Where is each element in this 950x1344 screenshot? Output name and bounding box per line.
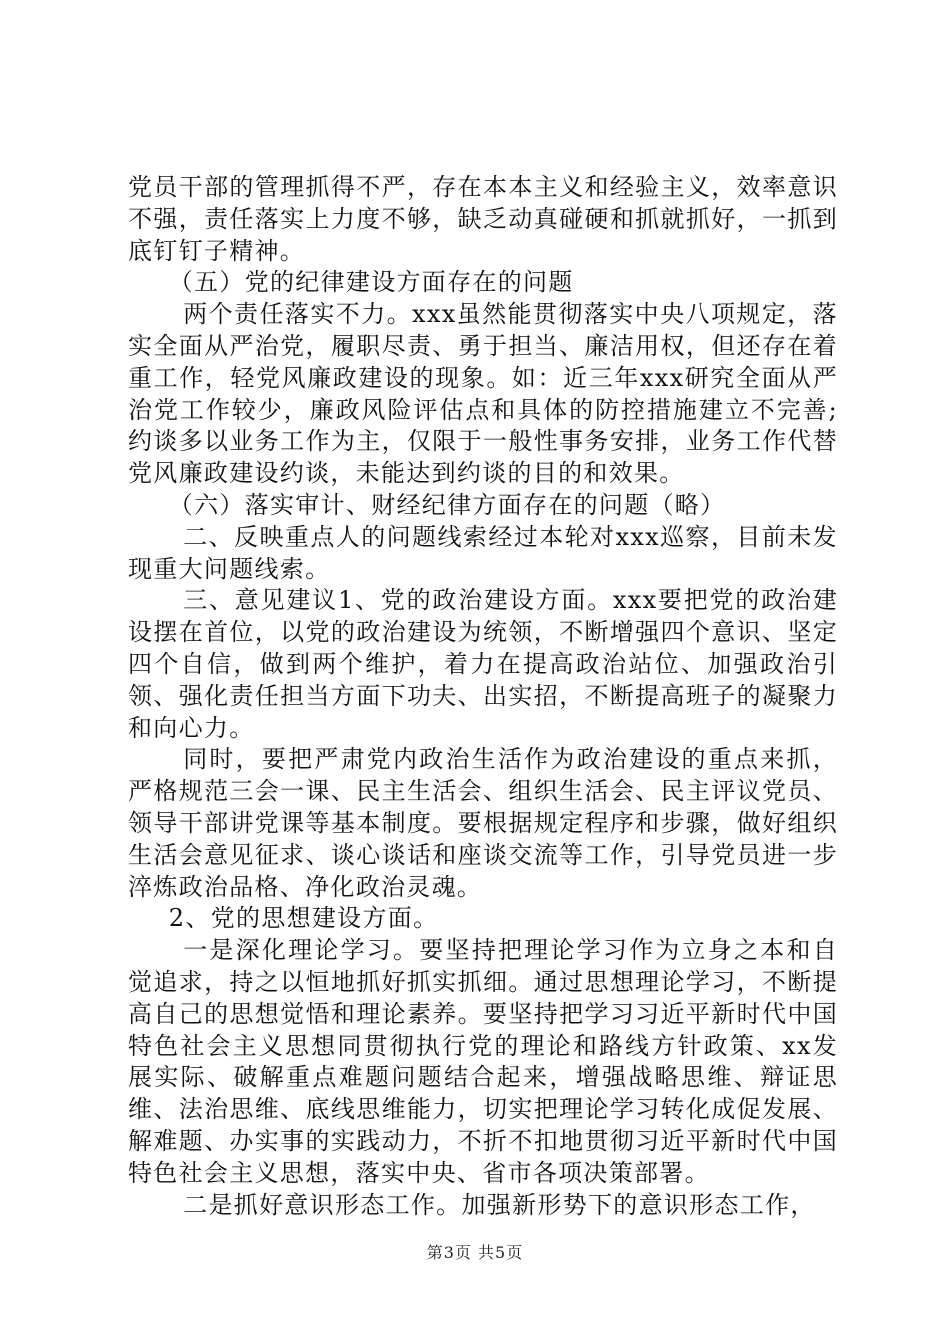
paragraph-theory-study: 一是深化理论学习。要坚持把理论学习作为立身之本和自觉追求，持之以恒地抓好抓实抓细。通过思想理论学习，不断提高自己的思想觉悟和理论素养。要坚持把学习习近平新时代中国特色社会主义思想同贯彻执行党的理论和路线方针政策、xx发展实际、破解重点难题问题结合起来，增强战略思维、辩证思维、法治思维、底线思维能力，切实把理论学习转化成促发展、解难题、办实事的实践动力，不折不扣地贯彻习近平新时代中国特色社会主义思想，落实中央、省市各项决策部署。 [128, 936, 838, 1187]
paragraph-suggestions: 三、意见建议1、党的政治建设方面。xxx要把党的政治建设摆在首位，以党的政治建设为统领，不断增强四个意识、坚定四个自信，做到两个维护，着力在提高政治站位、加强政治引领、强化责任担当方面下功夫、出实招，不断提高班子的凝聚力和向心力。 [128, 586, 838, 742]
paragraph-responsibility: 两个责任落实不力。xxx虽然能贯彻落实中央八项规定，落实全面从严治党，履职尽责、勇于担当、廉洁用权，但还存在着重工作，轻党风廉政建设的现象。如：近三年xxx研究全面从严治党工作较少，廉政风险评估点和具体的防控措施建立不完善;约谈多以业务工作为主，仅限于一般性事务安排，业务工作代替党风廉政建设约谈，未能达到约谈的目的和效果。 [128, 300, 838, 488]
section-heading-ideology: 2、党的思想建设方面。 [168, 904, 439, 933]
page-number-footer: 第3页 共5页 [426, 1243, 524, 1262]
section-heading-discipline: （五）党的纪律建设方面存在的问题 [168, 268, 574, 297]
document-body [128, 172, 838, 1221]
section-heading-audit: （六）落实审计、财经纪律方面存在的问题（略） [168, 490, 726, 519]
paragraph-clues: 二、反映重点人的问题线索经过本轮对xxx巡察，目前未发现重大问题线索。 [128, 522, 838, 583]
paragraph-political-life: 同时，要把严肃党内政治生活作为政治建设的重点来抓，严格规范三会一课、民主生活会、组织生活会、民主评议党员、领导干部讲党课等基本制度。要根据规定程序和步骤，做好组织生活会意见征求、谈心谈话和座谈交流等工作，引导党员进一步淬炼政治品格、净化政治灵魂。 [128, 745, 838, 901]
paragraph-continuation: 党员干部的管理抓得不严，存在本本主义和经验主义，效率意识不强，责任落实上力度不够，缺乏动真碰硬和抓就抓好，一抓到底钉钉子精神。 [128, 173, 838, 265]
paragraph-ideology-work: 二是抓好意识形态工作。加强新形势下的意识形态工作， [183, 1190, 816, 1219]
